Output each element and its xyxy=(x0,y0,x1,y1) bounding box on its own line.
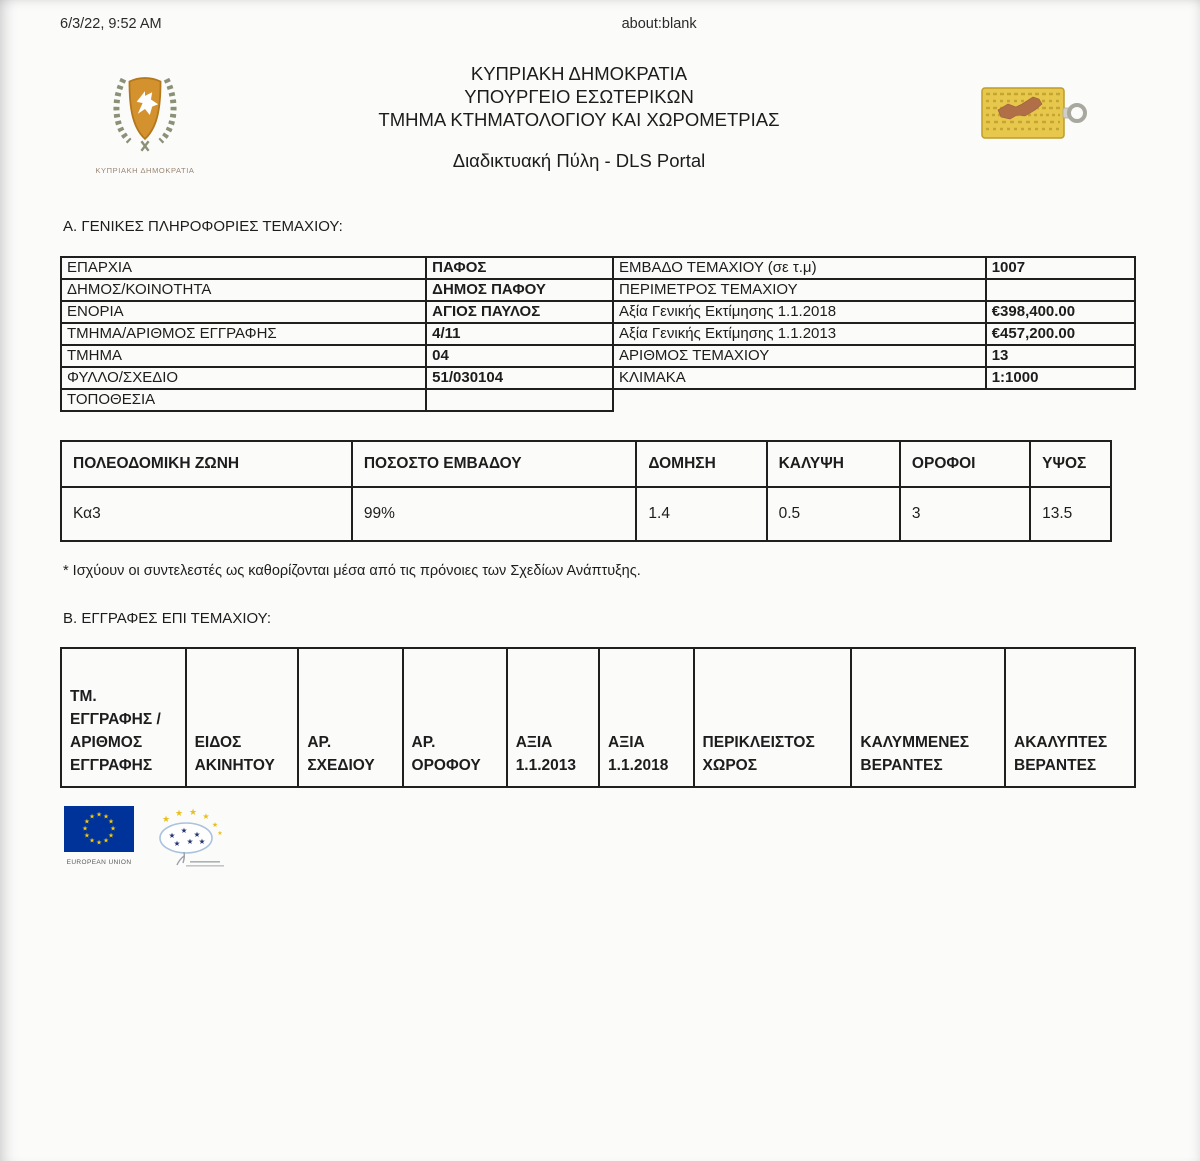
print-source-url: about:blank xyxy=(621,16,697,32)
column-header: ΤΜ. ΕΓΓΡΑΦΗΣ / ΑΡΙΘΜΟΣ ΕΓΓΡΑΦΗΣ xyxy=(61,648,186,787)
column-header: ΑΞΙΑ 1.1.2013 xyxy=(507,648,599,787)
table-header-row xyxy=(61,441,1111,487)
table-row xyxy=(61,345,1135,367)
field-value: ΔΗΜΟΣ ΠΑΦΟΥ xyxy=(426,279,613,301)
org-line-3: ΤΜΗΜΑ ΚΤΗΜΑΤΟΛΟΓΙΟΥ ΚΑΙ ΧΩΡΟΜΕΤΡΙΑΣ xyxy=(378,109,780,130)
cell-floors: 3 xyxy=(900,487,1030,541)
column-header: ΚΑΛΥΨΗ xyxy=(767,441,900,487)
column-header: ΔΟΜΗΣΗ xyxy=(636,441,766,487)
org-line-2: ΥΠΟΥΡΓΕΙΟ ΕΣΩΤΕΡΙΚΩΝ xyxy=(464,86,694,107)
svg-text:★: ★ xyxy=(83,831,90,840)
svg-text:★: ★ xyxy=(82,824,88,833)
table-row xyxy=(61,367,1135,389)
svg-text:★: ★ xyxy=(96,810,102,819)
table-row xyxy=(61,323,1135,345)
svg-text:★: ★ xyxy=(188,808,198,818)
field-label: ΤΜΗΜΑ/ΑΡΙΘΜΟΣ ΕΓΓΡΑΦΗΣ xyxy=(61,323,426,345)
field-label: ΕΜΒΑΔΟ ΤΕΜΑΧΙΟΥ (σε τ.μ) xyxy=(613,257,986,279)
column-header: ΠΟΛΕΟΔΟΜΙΚΗ ΖΩΝΗ xyxy=(61,441,352,487)
table-row xyxy=(61,389,1135,411)
document-header xyxy=(60,52,1138,175)
svg-text:★: ★ xyxy=(202,812,210,821)
table-row xyxy=(61,257,1135,279)
column-header: ΑΞΙΑ 1.1.2018 xyxy=(599,648,694,787)
ministry-title-block xyxy=(230,62,928,172)
field-label: ΤΜΗΜΑ xyxy=(61,345,426,367)
column-header: ΠΕΡΙΚΛΕΙΣΤΟΣ ΧΩΡΟΣ xyxy=(694,648,852,787)
svg-text:★: ★ xyxy=(180,826,188,835)
portal-title: Διαδικτυακή Πύλη - DLS Portal xyxy=(452,150,706,171)
svg-text:★: ★ xyxy=(110,824,116,833)
field-label: ΦΥΛΛΟ/ΣΧΕΔΙΟ xyxy=(61,367,426,389)
svg-text:★: ★ xyxy=(89,836,95,845)
zoning-note: * Ισχύουν οι συντελεστές ως καθορίζονται μέσα από τις πρόνοιες των Σχεδίων Ανάπτυξης. xyxy=(63,563,641,579)
svg-text:★: ★ xyxy=(198,837,206,846)
structural-funds-tree-icon xyxy=(150,806,234,872)
print-timestamp: 6/3/22, 9:52 AM xyxy=(60,16,162,32)
column-header: ΚΑΛΥΜΜΕΝΕΣ ΒΕΡΑΝΤΕΣ xyxy=(851,648,1005,787)
column-header: ΟΡΟΦΟΙ xyxy=(900,441,1030,487)
emblem-caption: ΚΥΠΡΙΑΚΗ ΔΗΜΟΚΡΑΤΙΑ xyxy=(95,166,195,175)
table-row xyxy=(61,301,1135,323)
cell-coverage: 0.5 xyxy=(767,487,900,541)
svg-text:★: ★ xyxy=(83,817,90,826)
field-label: Αξία Γενικής Εκτίμησης 1.1.2018 xyxy=(613,301,986,323)
field-value: €457,200.00 xyxy=(986,323,1135,345)
table-row xyxy=(61,487,1111,541)
eu-flag-caption: EUROPEAN UNION xyxy=(66,859,132,866)
eu-flag-icon xyxy=(64,806,134,852)
org-line-1: ΚΥΠΡΙΑΚΗ ΔΗΜΟΚΡΑΤΙΑ xyxy=(470,63,688,84)
column-header: ΥΨΟΣ xyxy=(1030,441,1111,487)
svg-text:★: ★ xyxy=(211,821,219,829)
svg-text:★: ★ xyxy=(96,838,102,847)
field-value: €398,400.00 xyxy=(986,301,1135,323)
svg-text:★: ★ xyxy=(173,839,181,848)
cell-area-percent: 99% xyxy=(352,487,637,541)
table-row xyxy=(61,279,1135,301)
cell-build-factor: 1.4 xyxy=(636,487,766,541)
republic-emblem-block xyxy=(60,72,230,175)
field-label: Αξία Γενικής Εκτίμησης 1.1.2013 xyxy=(613,323,986,345)
field-value xyxy=(426,389,613,411)
field-label: ΠΕΡΙΜΕΤΡΟΣ ΤΕΜΑΧΙΟΥ xyxy=(613,279,986,301)
column-header: ΑΡ. ΟΡΟΦΟΥ xyxy=(403,648,507,787)
field-label: ΔΗΜΟΣ/ΚΟΙΝΟΤΗΤΑ xyxy=(61,279,426,301)
cell-height: 13.5 xyxy=(1030,487,1111,541)
gold-cyprus-pendant-icon xyxy=(976,78,1091,148)
column-header: ΕΙΔΟΣ ΑΚΙΝΗΤΟΥ xyxy=(186,648,299,787)
field-value xyxy=(986,279,1135,301)
pendant-photo-block xyxy=(928,78,1138,148)
field-value: 13 xyxy=(986,345,1135,367)
svg-text:★: ★ xyxy=(217,830,223,837)
parcel-info-table xyxy=(60,256,1136,412)
field-label: ΤΟΠΟΘΕΣΙΑ xyxy=(61,389,426,411)
field-value: 1:1000 xyxy=(986,367,1135,389)
field-value: 51/030104 xyxy=(426,367,613,389)
svg-text:★: ★ xyxy=(161,815,171,825)
svg-text:★: ★ xyxy=(168,831,176,840)
table-header-row xyxy=(61,648,1135,787)
field-value: 4/11 xyxy=(426,323,613,345)
section-b-title: Β. ΕΓΓΡΑΦΕΣ ΕΠΙ ΤΕΜΑΧΙΟΥ: xyxy=(63,610,272,627)
footer-logos xyxy=(64,806,234,877)
svg-text:★: ★ xyxy=(103,812,109,821)
svg-text:★: ★ xyxy=(89,812,95,821)
cyprus-coat-of-arms-icon xyxy=(106,72,184,158)
field-label: ΕΝΟΡΙΑ xyxy=(61,301,426,323)
column-header: ΠΟΣΟΣΤΟ ΕΜΒΑΔΟΥ xyxy=(352,441,637,487)
svg-text:★: ★ xyxy=(103,836,109,845)
svg-text:★: ★ xyxy=(186,837,194,846)
field-label: ΚΛΙΜΑΚΑ xyxy=(613,367,986,389)
field-value: 1007 xyxy=(986,257,1135,279)
column-header: ΑΡ. ΣΧΕΔΙΟΥ xyxy=(298,648,402,787)
empty-region xyxy=(613,389,1135,411)
section-a-title: Α. ΓΕΝΙΚΕΣ ΠΛΗΡΟΦΟΡΙΕΣ ΤΕΜΑΧΙΟΥ: xyxy=(63,218,343,235)
svg-text:★: ★ xyxy=(193,830,201,839)
print-header xyxy=(60,16,1140,36)
field-value: ΑΓΙΟΣ ΠΑΥΛΟΣ xyxy=(426,301,613,323)
svg-text:★: ★ xyxy=(108,831,115,840)
field-value: ΠΑΦΟΣ xyxy=(426,257,613,279)
svg-text:★: ★ xyxy=(108,817,115,826)
field-value: 04 xyxy=(426,345,613,367)
field-label: ΑΡΙΘΜΟΣ ΤΕΜΑΧΙΟΥ xyxy=(613,345,986,367)
funds-logo-block xyxy=(150,806,234,877)
svg-text:★: ★ xyxy=(174,809,184,819)
column-header: ΑΚΑΛΥΠΤΕΣ ΒΕΡΑΝΤΕΣ xyxy=(1005,648,1135,787)
field-label: ΕΠΑΡΧΙΑ xyxy=(61,257,426,279)
eu-flag-block xyxy=(64,806,134,866)
cell-zone: Κα3 xyxy=(61,487,352,541)
zoning-table xyxy=(60,440,1112,542)
registrations-table xyxy=(60,647,1136,788)
